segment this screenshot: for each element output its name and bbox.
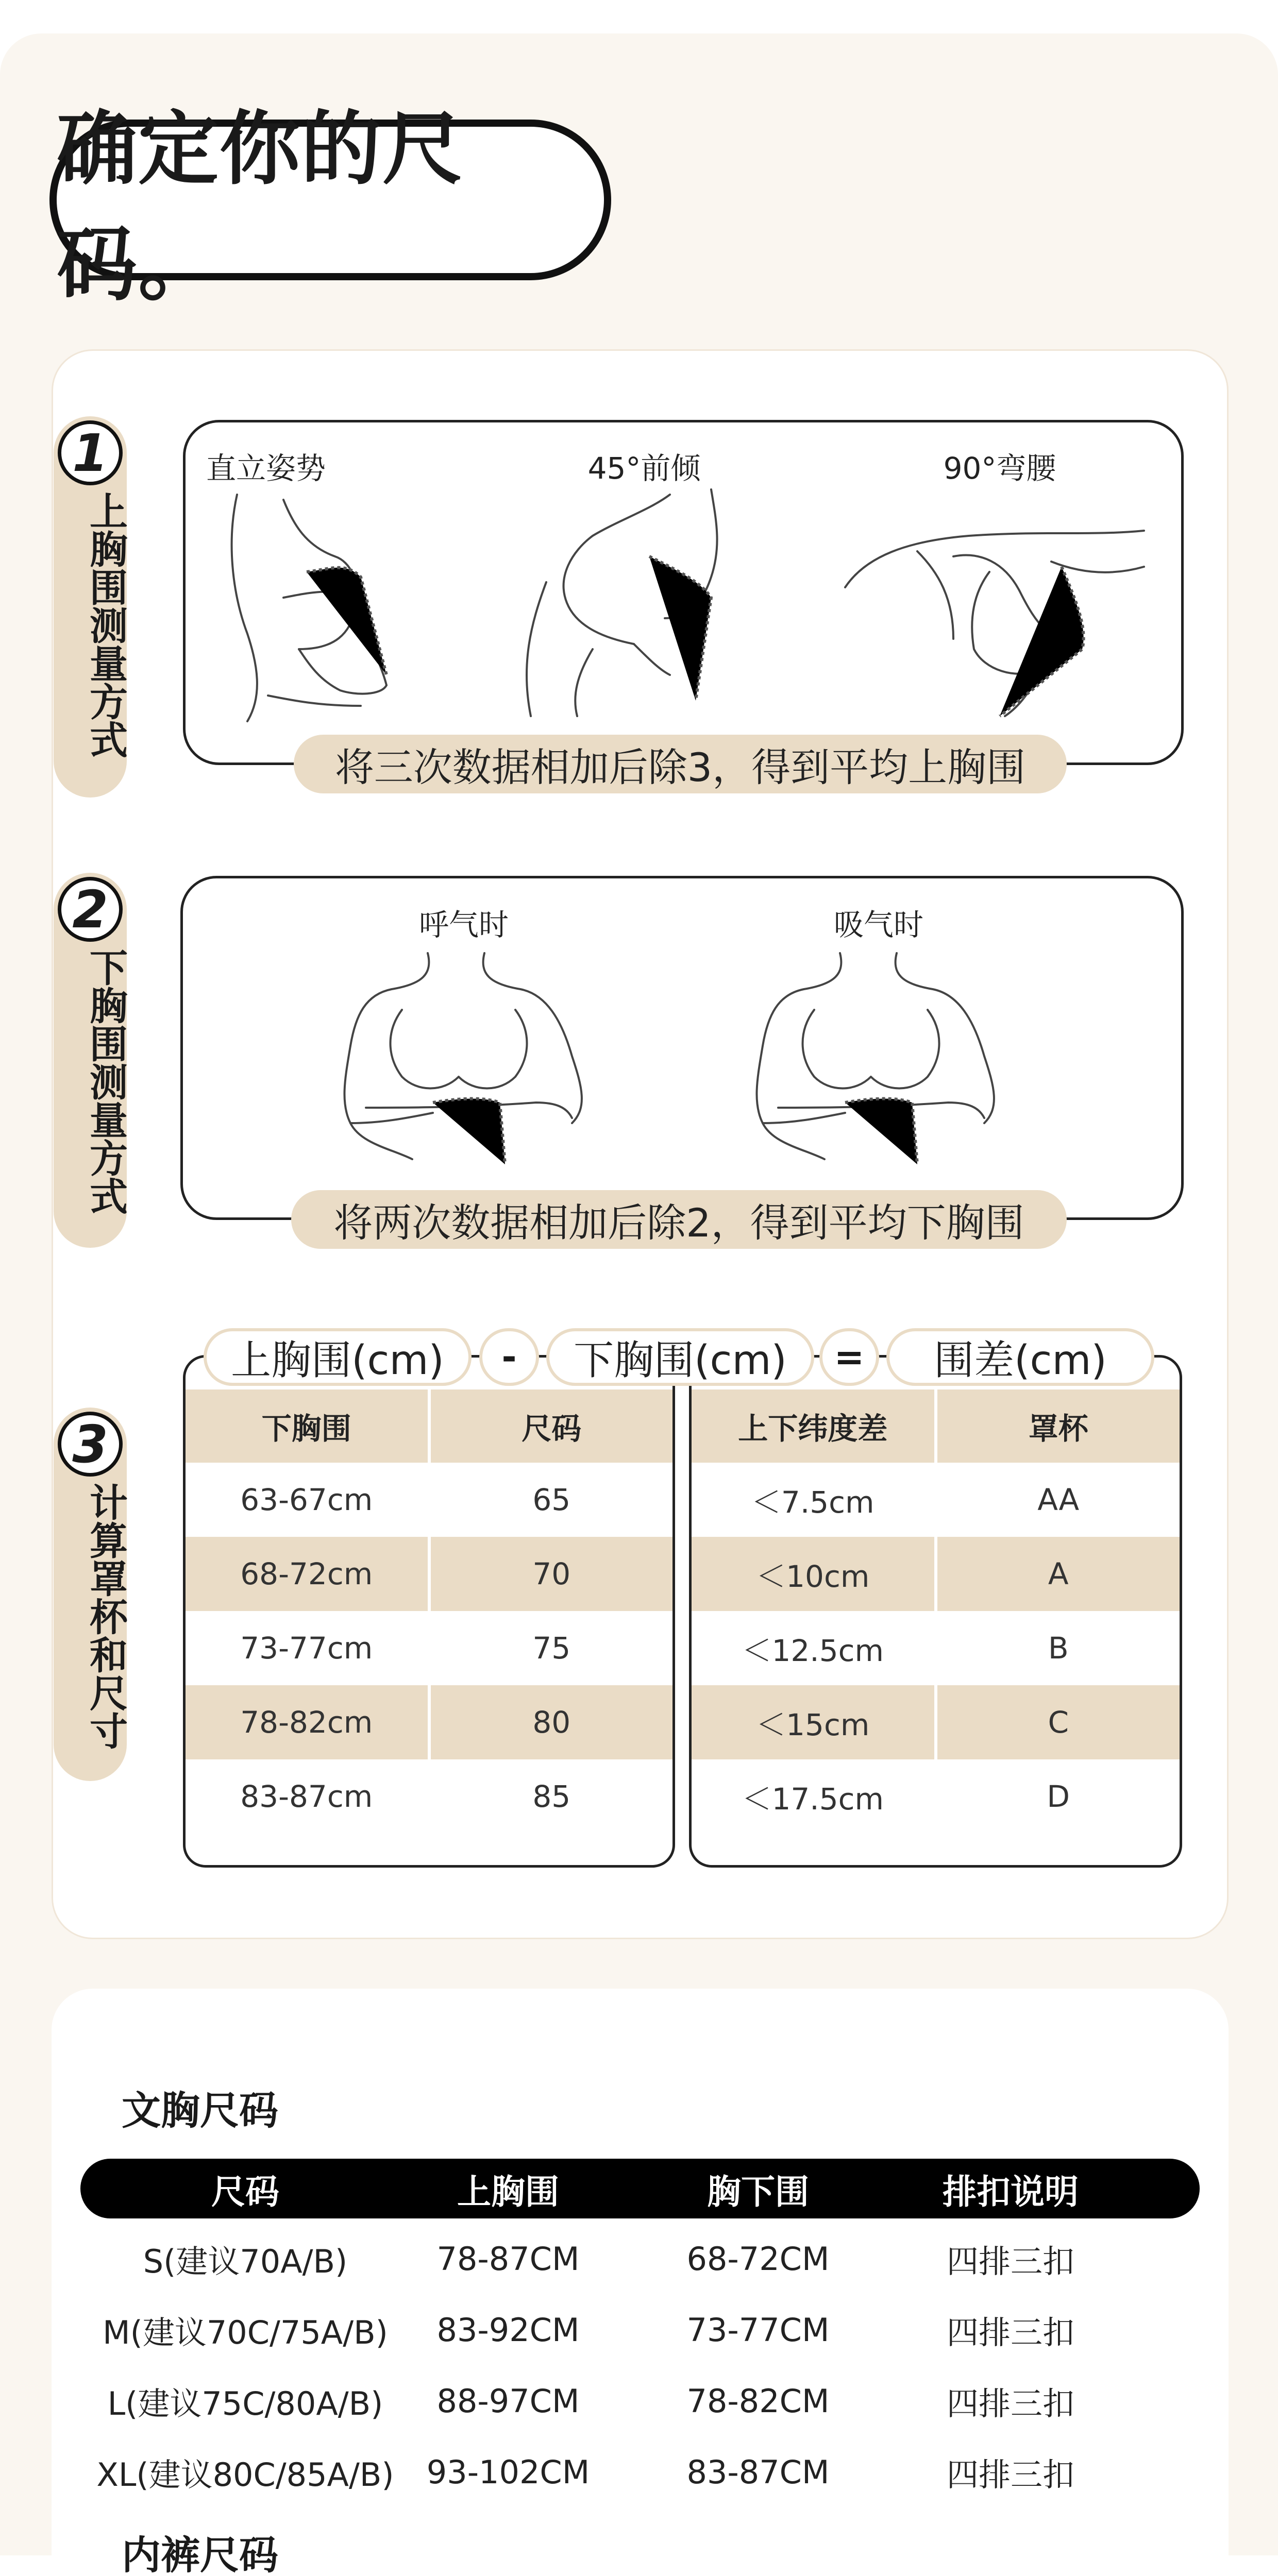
pose-label-90-bend: 90°弯腰 (943, 451, 1056, 486)
band-cell: 73-77cm (186, 1611, 429, 1685)
pose-label-inhale: 吸气时 (833, 907, 923, 942)
band-table-header-underbust: 下胸围 (186, 1389, 429, 1463)
size-cell: XL(建议80C/85A/B) (96, 2455, 394, 2494)
table-row (692, 1759, 1180, 1834)
table-row (186, 1463, 672, 1537)
cup-cell: C (936, 1685, 1180, 1759)
step-2-badge (54, 873, 127, 1248)
band-table-header-size: 尺码 (429, 1389, 673, 1463)
table-row (692, 1611, 1180, 1685)
formula-under-bust: 下胸围(cm) (546, 1328, 814, 1386)
step-2-caption: 将两次数据相加后除2，得到平均下胸围 (291, 1190, 1067, 1249)
size-cell: S(建议70A/B) (143, 2242, 348, 2280)
standing-measure-illustration (216, 479, 433, 721)
cup-cell: A (936, 1537, 1180, 1611)
step-1-caption: 将三次数据相加后除3，得到平均上胸围 (294, 735, 1067, 793)
table-row (186, 1685, 672, 1759)
difference-cell: ＜12.5cm (692, 1611, 936, 1685)
hook-cell: 四排三扣 (946, 2384, 1074, 2422)
cup-table-header-difference: 上下纬度差 (692, 1389, 936, 1463)
pose-label-45-lean: 45°前倾 (587, 451, 701, 486)
under-bust-cell: 68-72CM (686, 2240, 830, 2278)
bend-measure-illustration (835, 515, 1154, 732)
table-row (186, 1537, 672, 1611)
pose-label-exhale: 呼气时 (418, 907, 509, 942)
difference-cell: ＜15cm (692, 1685, 936, 1759)
table-row (692, 1537, 1180, 1611)
step-3-badge (54, 1408, 127, 1781)
table-row (692, 1685, 1180, 1759)
header-size: 尺码 (211, 2172, 279, 2212)
step-3-number: 3 (58, 1412, 123, 1477)
size-cell: M(建议70C/75A/B) (103, 2313, 388, 2351)
size-cell: 70 (429, 1537, 673, 1611)
size-cell: L(建议75C/80A/B) (107, 2384, 383, 2422)
size-cell: 65 (532, 1482, 571, 1517)
upper-bust-cell: 78-87CM (436, 2240, 580, 2278)
band-cell: 78-82cm (186, 1685, 429, 1759)
upper-bust-cell: 83-92CM (436, 2311, 580, 2349)
panty-size-title: 内裤尺码 (122, 2532, 278, 2576)
band-cell: 83-87cm (186, 1759, 429, 1834)
table-row (186, 1759, 672, 1834)
header-upper-bust: 上胸围 (457, 2172, 559, 2212)
page-title: 确定你的尺码。 (57, 102, 464, 312)
cup-cell: B (1048, 1631, 1069, 1666)
under-bust-cell: 78-82CM (686, 2382, 830, 2420)
size-cell: 85 (532, 1779, 571, 1814)
formula-minus-sign: - (479, 1328, 539, 1386)
band-cell: 63-67cm (186, 1463, 429, 1537)
formula-equals-sign: = (819, 1328, 879, 1386)
header-under-bust: 胸下围 (707, 2172, 809, 2212)
under-bust-cell: 83-87CM (686, 2453, 830, 2491)
header-hook-info: 排扣说明 (943, 2172, 1079, 2212)
step-1-label: 上胸围测量方式 (83, 492, 128, 758)
bra-size-header (80, 2159, 1200, 2218)
hook-cell: 四排三扣 (946, 2455, 1074, 2494)
formula-upper-bust: 上胸围(cm) (204, 1328, 472, 1386)
upper-bust-cell: 88-97CM (436, 2382, 580, 2420)
page-title-pill (49, 102, 611, 312)
lean-measure-illustration (515, 479, 747, 721)
bra-size-title: 文胸尺码 (122, 2088, 278, 2133)
difference-cell: ＜17.5cm (692, 1759, 936, 1834)
difference-cell: ＜7.5cm (692, 1463, 936, 1537)
exhale-measure-illustration (330, 953, 598, 1170)
step-2-number: 2 (58, 877, 123, 942)
band-cell: 68-72cm (186, 1537, 429, 1611)
band-size-table (183, 1355, 675, 1868)
pose-label-standing: 直立姿势 (206, 451, 326, 486)
formula-difference: 围差(cm) (886, 1328, 1154, 1386)
step-1-number: 1 (58, 420, 123, 485)
hook-cell: 四排三扣 (946, 2313, 1074, 2351)
cup-table-header-cup: 罩杯 (936, 1389, 1180, 1463)
table-row (692, 1463, 1180, 1537)
difference-cell: ＜10cm (692, 1537, 936, 1611)
step-3-label: 计算罩杯和尺寸 (83, 1483, 128, 1750)
upper-bust-cell: 93-102CM (426, 2453, 590, 2491)
step-1-badge (54, 416, 127, 798)
under-bust-cell: 73-77CM (686, 2311, 830, 2349)
hook-cell: 四排三扣 (946, 2242, 1074, 2280)
cup-cell: D (1047, 1779, 1070, 1814)
size-cell: 75 (532, 1631, 571, 1666)
step-2-label: 下胸围测量方式 (83, 948, 128, 1215)
cup-size-table (689, 1355, 1182, 1868)
size-cell: 80 (429, 1685, 673, 1759)
cup-cell: AA (1037, 1482, 1080, 1517)
table-row (186, 1611, 672, 1685)
inhale-measure-illustration (742, 953, 1010, 1170)
